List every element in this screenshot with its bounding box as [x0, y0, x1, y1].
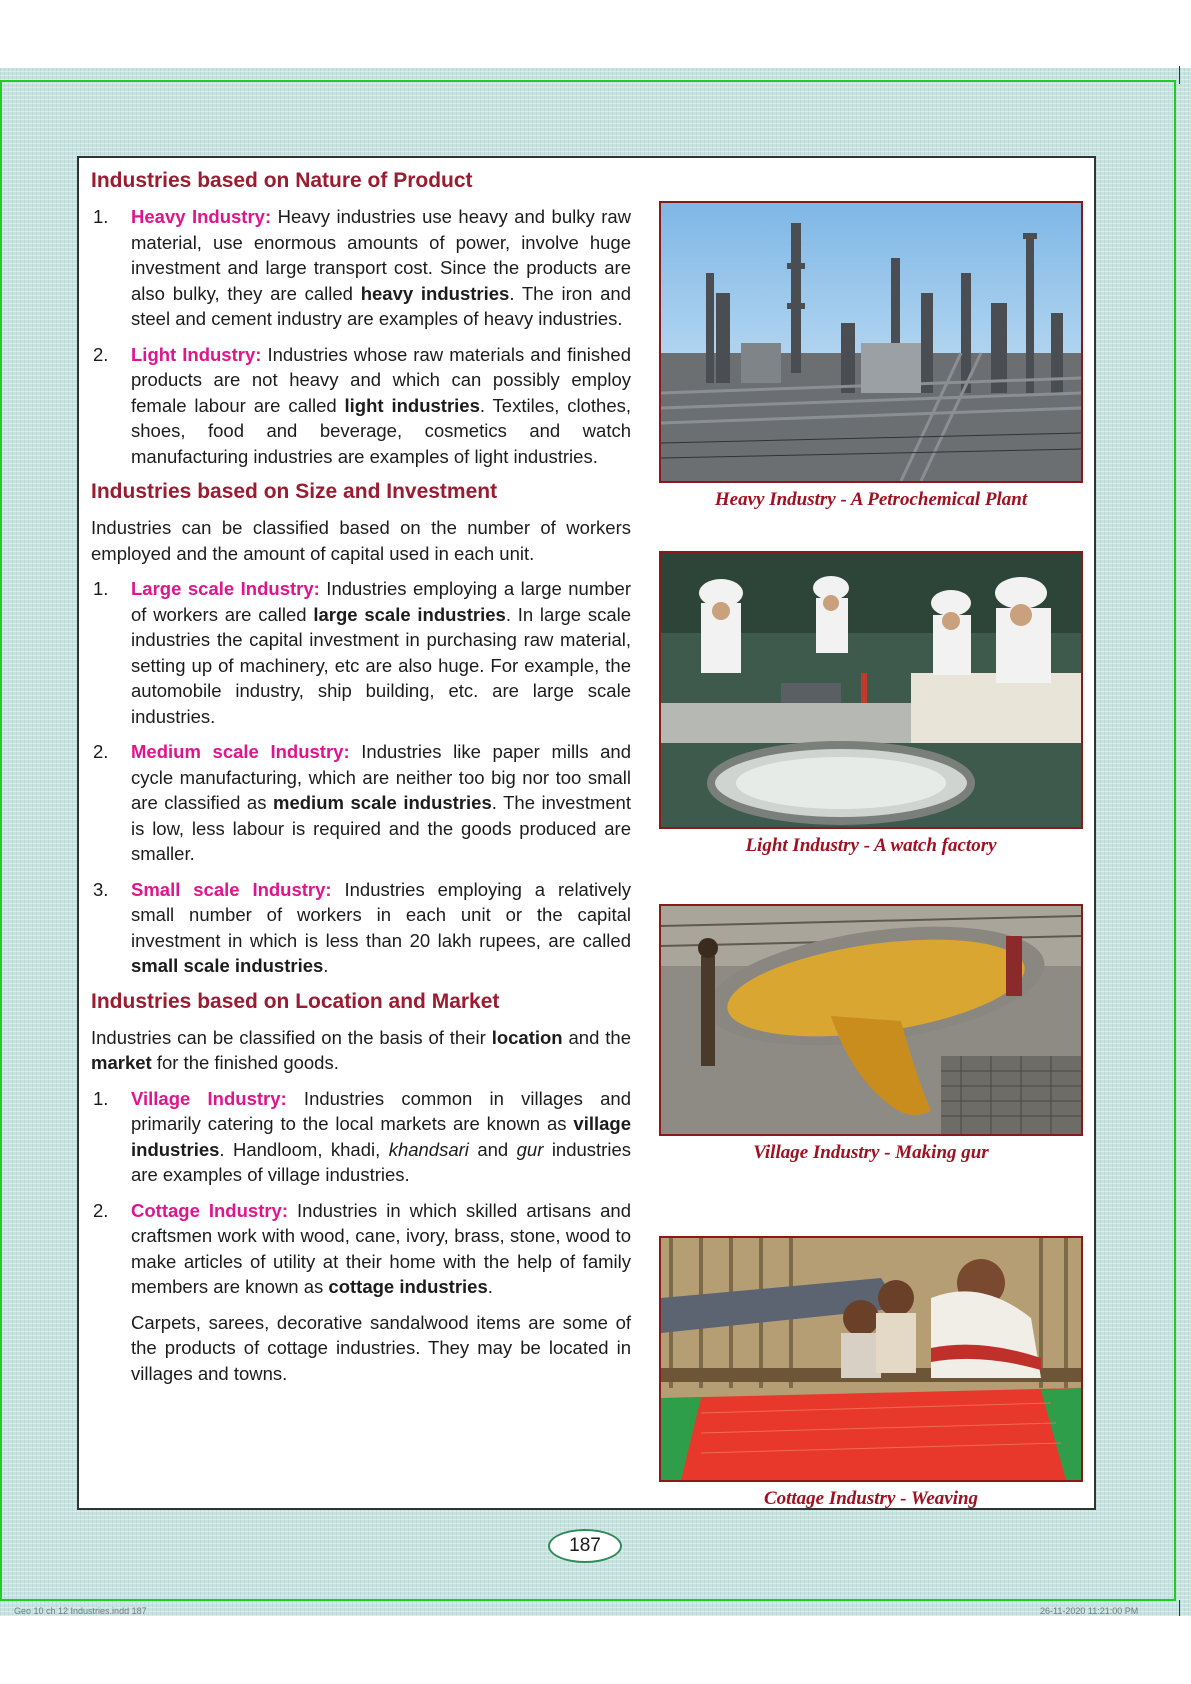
- figure-cottage-industry: [659, 1236, 1083, 1510]
- item-number: 1.: [93, 578, 109, 599]
- closing-paragraph: Carpets, sarees, decorative sandalwood items are some of the products of cottage industries. They may be located in villages and towns.: [131, 1311, 631, 1384]
- page-number: 187: [548, 1529, 622, 1563]
- bold-term: village industries: [131, 1113, 631, 1160]
- bold-term: large scale industries: [313, 603, 506, 625]
- text-run: .: [323, 955, 329, 976]
- text-run: . Handloom, khadi,: [219, 1138, 389, 1160]
- item-number: 1.: [93, 1087, 109, 1109]
- item-text: [131, 204, 631, 332]
- term-label: Large scale Industry:: [131, 578, 320, 599]
- text-run: Industries employing a large number of workers are called: [131, 578, 631, 625]
- text-run: and: [468, 1138, 517, 1160]
- figure-village-industry: [659, 904, 1083, 1164]
- weaving-illustration: [661, 1238, 1081, 1480]
- item-number: 3.: [93, 878, 109, 900]
- trim-line-bottom: [0, 1599, 1176, 1601]
- trim-line-left: [0, 80, 2, 1601]
- section-heading-nature: Industries based on Nature of Product: [91, 169, 473, 192]
- crop-mark-bottom: [1179, 1600, 1180, 1616]
- section-heading-location: Industries based on Location and Market: [91, 989, 500, 1013]
- trim-line-top: [0, 80, 1176, 82]
- text-run: Industries common in villages and primarily catering to the local markets are known as: [131, 1087, 631, 1134]
- item-number: 2.: [93, 741, 109, 762]
- term-label: Small scale Industry:: [131, 878, 332, 900]
- slug-left: Geo 10 ch 12 Industries.indd 187: [14, 1606, 147, 1616]
- making-gur-illustration: [661, 906, 1081, 1134]
- bold-term: light industries: [344, 394, 480, 416]
- text-run: Industries in which skilled artisans and craftsmen work with wood, cane, ivory, brass, stone, wood to make articles of utility at their home with the help of family members are known as: [131, 1199, 632, 1297]
- text-run: . In large scale industries the capital investment in purchasing raw material, setting up of machinery, etc are also huge. For example, the automobile industry, ship building, etc. are large scale industries.: [131, 603, 632, 727]
- term-label: Cottage Industry:: [131, 1199, 289, 1221]
- text-run: Industries can be classified on the basis of their: [91, 1026, 492, 1048]
- text-column: [91, 160, 631, 1396]
- list-item: [91, 877, 631, 979]
- item-text: [131, 1198, 631, 1300]
- petrochemical-plant-illustration: [661, 203, 1081, 481]
- crop-mark-top: [1179, 66, 1180, 84]
- list-item: [91, 1086, 631, 1188]
- watch-factory-image: [659, 551, 1083, 829]
- text-run: . The investment is low, less labour is required and the goods produced are smaller.: [131, 792, 631, 864]
- item-number: 1.: [93, 206, 109, 227]
- bold-term: cottage industries: [328, 1276, 488, 1297]
- figure-caption: Village Industry - Making gur: [753, 1142, 989, 1163]
- list-item: [91, 576, 631, 729]
- term-label: Medium scale Industry:: [131, 741, 350, 762]
- bold-term: market: [91, 1052, 152, 1073]
- italic-term: khandsari: [388, 1138, 469, 1160]
- watch-factory-illustration: [661, 553, 1081, 827]
- text-run: . The iron and steel and cement industry are examples of heavy industries.: [131, 282, 631, 329]
- item-number: 2.: [93, 1199, 109, 1221]
- making-gur-image: [659, 904, 1083, 1136]
- bold-term: heavy industries: [360, 282, 510, 304]
- item-text: [131, 739, 631, 867]
- list-item: [91, 1198, 631, 1300]
- text-run: Industries employing a relatively small number of workers in each unit or the capital investment in which is less than 20 lakh rupees, are called: [131, 878, 631, 951]
- bold-term: medium scale industries: [273, 792, 492, 813]
- list-item: [91, 204, 631, 332]
- text-run: Heavy industries use heavy and bulky raw material, use enormous amounts of power, involve huge investment and large transport cost. Since the products are also bulky, they are called: [131, 206, 632, 304]
- section-intro: [91, 1025, 631, 1076]
- section-heading-size: Industries based on Size and Investment: [91, 480, 498, 503]
- list-item: [91, 342, 631, 470]
- italic-term: gur: [516, 1138, 544, 1160]
- weaving-image: [659, 1236, 1083, 1482]
- slug-right: 26-11-2020 11:21:00 PM: [1040, 1606, 1139, 1616]
- term-label: Heavy Industry:: [131, 206, 272, 227]
- list-item: [91, 739, 631, 867]
- figure-heavy-industry: [659, 201, 1083, 511]
- item-number: 2.: [93, 343, 109, 365]
- figure-caption: Cottage Industry - Weaving: [763, 1488, 979, 1509]
- section-intro: Industries can be classified based on the number of workers employed and the amount of capital used in each unit.: [91, 517, 631, 564]
- text-run: industries are examples of village industries.: [131, 1138, 631, 1185]
- content-panel: [77, 156, 1096, 1510]
- text-run: .: [487, 1276, 493, 1297]
- figure-caption: Light Industry - A watch factory: [745, 835, 997, 856]
- item-text: [131, 1086, 631, 1188]
- text-run: for the finished goods.: [151, 1052, 339, 1073]
- petrochemical-plant-image: [659, 201, 1083, 483]
- bold-term: small scale industries: [131, 955, 324, 976]
- figure-caption: Heavy Industry - A Petrochemical Plant: [714, 489, 1028, 510]
- item-text: [131, 877, 631, 979]
- term-label: Light Industry:: [131, 343, 262, 365]
- term-label: Village Industry:: [131, 1087, 287, 1109]
- text-run: . Textiles, clothes, shoes, food and beverage, cosmetics and watch manufacturing industries are examples of light industries.: [131, 394, 631, 467]
- item-text: [131, 576, 631, 729]
- text-run: Industries whose raw materials and finished products are not heavy and which can possibly employ female labour are called: [131, 343, 632, 416]
- text-run: and the: [562, 1026, 631, 1048]
- figure-light-industry: [659, 551, 1083, 857]
- bold-term: location: [491, 1026, 563, 1048]
- item-text: [131, 342, 631, 470]
- text-run: Industries like paper mills and cycle manufacturing, which are neither too big nor too small are classified as: [131, 741, 631, 813]
- trim-line-right: [1174, 80, 1176, 1601]
